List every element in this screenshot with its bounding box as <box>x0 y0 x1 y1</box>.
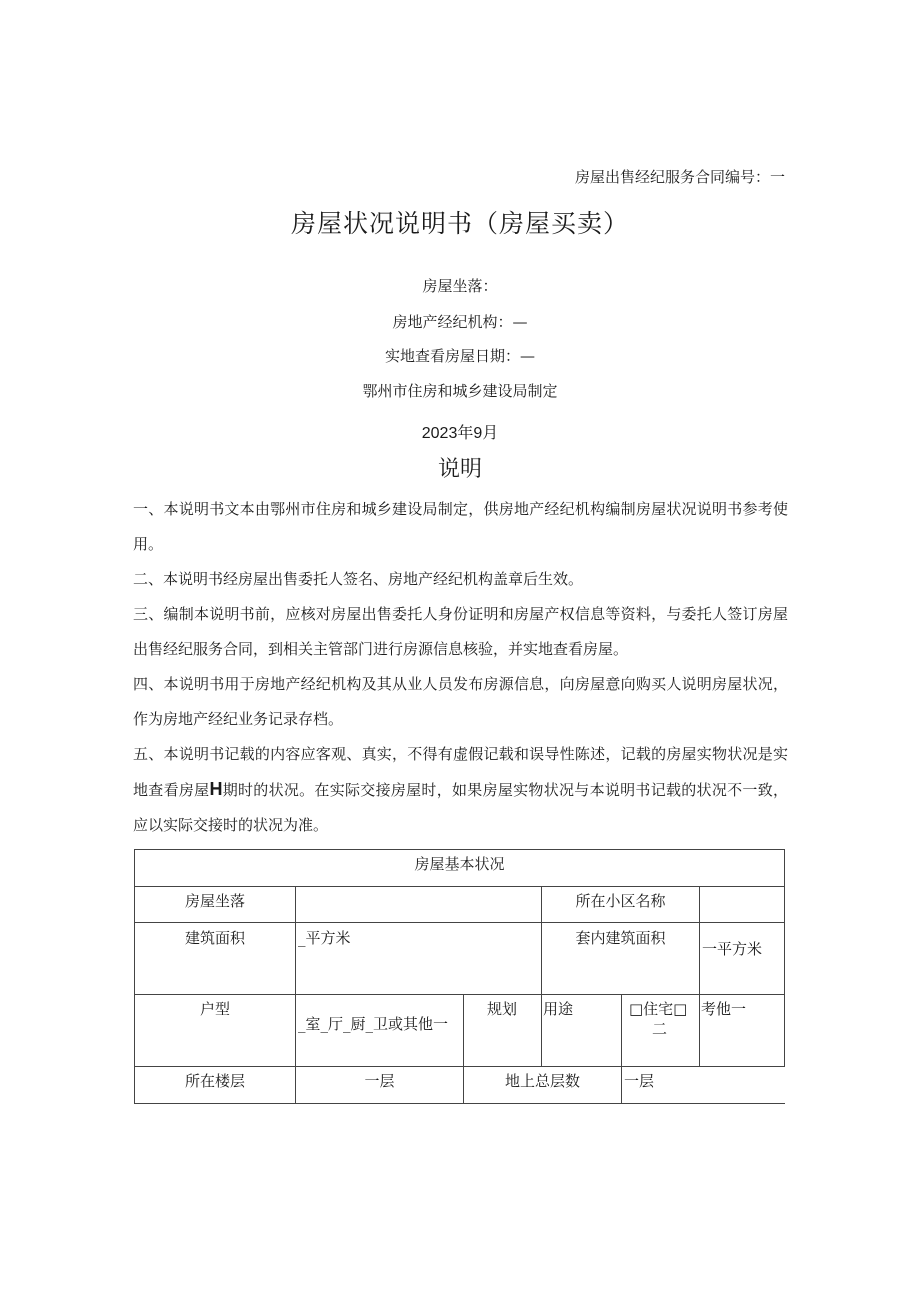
issuer-line: 鄂州市住房和城乡建设局制定 <box>362 382 558 400</box>
table-border <box>134 849 135 1104</box>
table-border <box>699 994 700 1067</box>
floor-value: 一层 <box>364 1072 395 1090</box>
usage-other: 考他一 <box>701 1000 747 1018</box>
table-border <box>541 994 542 1067</box>
inspect-date-line: 实地查看房屋日期：— <box>384 347 535 365</box>
location-label: 房屋坐落 <box>184 892 245 910</box>
note-paragraph-1: 一、本说明书文本由鄂州市住房和城乡建设局制定，供房地产经纪机构编制房屋状况说明书参考使用。 <box>133 500 788 553</box>
inner-area-value: 一平方米 <box>702 940 763 958</box>
floor-label: 所在楼层 <box>184 1072 245 1090</box>
table-header: 房屋基本状况 <box>414 855 505 873</box>
table-border <box>621 994 622 1104</box>
note-paragraph-5-part-2: 期时的状况。在实际交接房屋时，如果房屋实物状况与本说明书记载的状况不一致，应以实际交接时的状况为准。 <box>133 781 788 834</box>
inner-area-label: 套内建筑面积 <box>575 929 666 947</box>
layout-value: _室_厅_厨_卫或其他一 <box>298 1015 449 1033</box>
note-paragraph-3: 三、编制本说明书前，应核对房屋出售委托人身份证明和房屋产权信息等资料，与委托人签订房屋出售经纪服务合同，到相关主管部门进行房源信息核验，并实地查看房屋。 <box>133 605 788 658</box>
agency-line: 房地产经纪机构：— <box>392 313 528 331</box>
table-border <box>784 849 785 1067</box>
note-paragraph-5-part-1: 五、本说明书记载的内容应客观、真实，不得有虚假记载和误导性陈述，记载的房屋实物状况是实地查看房屋 <box>133 745 788 799</box>
usage-options-line-2: 二 <box>652 1020 668 1038</box>
total-floors-label: 地上总层数 <box>504 1072 580 1090</box>
document-title: 房屋状况说明书（房屋买卖） <box>290 209 629 238</box>
usage-label: 用途 <box>543 1000 574 1018</box>
contract-number: 房屋出售经纪服务合同编号：一 <box>574 168 785 186</box>
building-area-value: _平方米 <box>298 929 351 947</box>
table-border <box>134 1066 785 1067</box>
note-paragraph-5-glyph: H <box>209 779 223 799</box>
table-border <box>134 849 785 850</box>
community-label: 所在小区名称 <box>575 892 666 910</box>
table-border <box>134 994 785 995</box>
issue-date: 2023年9月 <box>421 425 499 442</box>
table-border <box>134 1103 785 1104</box>
total-floors-value: 一层 <box>624 1072 655 1090</box>
usage-options: □住宅□ <box>629 1000 688 1018</box>
building-area-label: 建筑面积 <box>184 929 245 947</box>
table-border <box>699 886 700 995</box>
note-paragraph-2: 二、本说明书经房屋出售委托人签名、房地产经纪机构盖章后生效。 <box>133 570 584 588</box>
planned-label: 规划 <box>487 1000 518 1018</box>
notes-title: 说明 <box>437 457 482 482</box>
table-border <box>134 922 785 923</box>
table-border <box>134 886 785 887</box>
note-paragraph-5 <box>133 737 788 843</box>
layout-label: 户型 <box>199 1000 230 1018</box>
note-paragraph-4: 四、本说明书用于房地产经纪机构及其从业人员发布房源信息，向房屋意向购买人说明房屋状况，作为房地产经纪业务记录存档。 <box>133 675 788 728</box>
location-line: 房屋坐落： <box>422 277 498 295</box>
